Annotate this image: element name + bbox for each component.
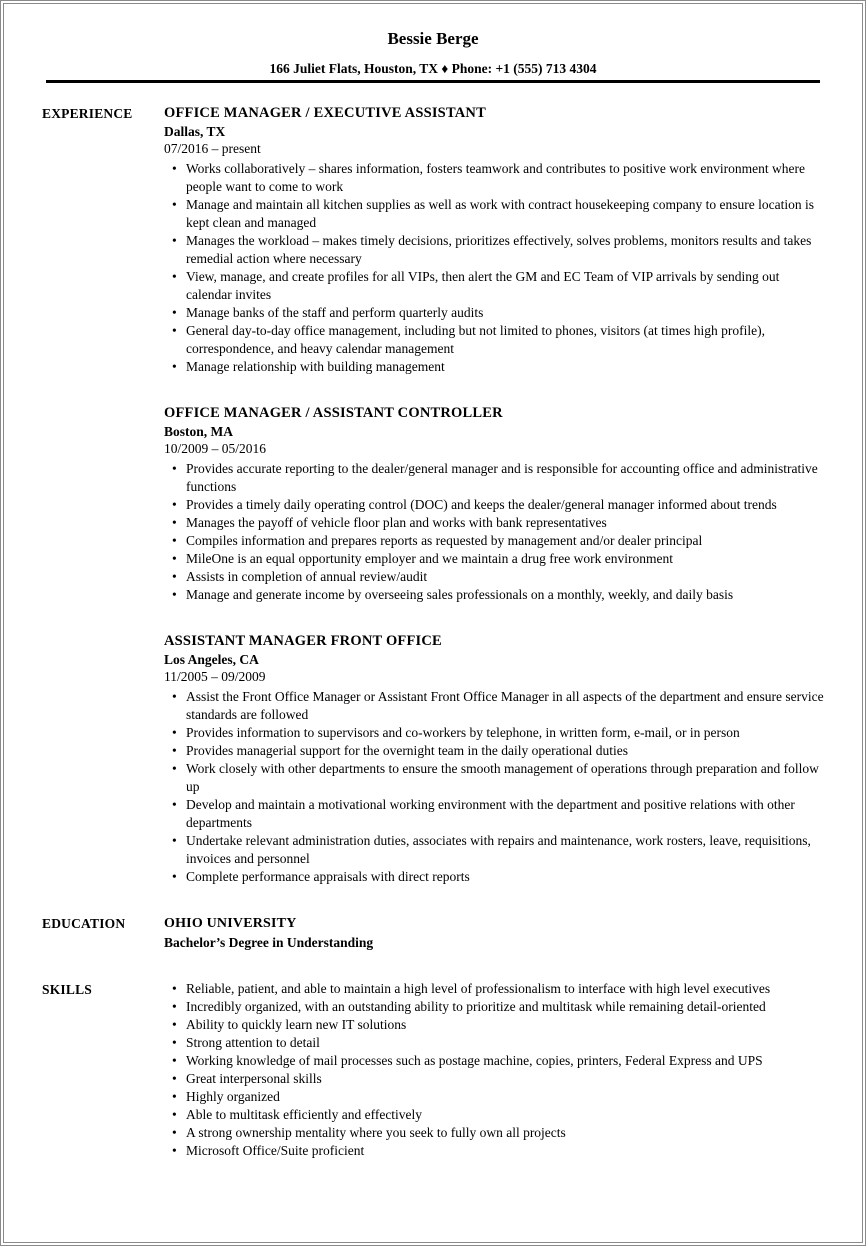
job-bullet: • Complete performance appraisals with direct reports xyxy=(164,868,827,886)
job-bullet: • Develop and maintain a motivational working environment with the department and positive relations with other departments xyxy=(164,796,827,832)
skill-bullet: • Ability to quickly learn new IT solutions xyxy=(164,1016,827,1034)
skill-bullet: • Able to multitask efficiently and effectively xyxy=(164,1106,827,1124)
job-bullet: • Assists in completion of annual review/audit xyxy=(164,568,827,586)
resume-header xyxy=(4,4,862,77)
job-bullet: • Manage and maintain all kitchen supplies as well as work with contract housekeeping company to ensure location is kept clean and managed xyxy=(164,196,827,232)
job-bullet: • Manage relationship with building management xyxy=(164,358,827,376)
skill-bullet: • Highly organized xyxy=(164,1088,827,1106)
job-bullet: • View, manage, and create profiles for all VIPs, then alert the GM and EC Team of VIP arrivals by sending out calendar invites xyxy=(164,268,827,304)
section-education xyxy=(42,914,820,952)
skill-bullet: • Incredibly organized, with an outstanding ability to prioritize and multitask while remaining detail-oriented xyxy=(164,998,827,1016)
contact-info: 166 Juliet Flats, Houston, TX ♦ Phone: +1 (555) 713 4304 xyxy=(269,61,597,76)
job-location: Dallas, TX xyxy=(164,124,226,139)
job-bullet-list xyxy=(164,460,827,604)
section-label-education: EDUCATION xyxy=(42,916,126,931)
job-bullet: • Provides accurate reporting to the dealer/general manager and is responsible for accounting office and administrative functions xyxy=(164,460,827,496)
job-title: OFFICE MANAGER / ASSISTANT CONTROLLER xyxy=(164,405,503,421)
job-location: Boston, MA xyxy=(164,424,234,439)
section-label-skills: SKILLS xyxy=(42,982,92,997)
job-title: OFFICE MANAGER / EXECUTIVE ASSISTANT xyxy=(164,105,486,121)
skill-bullet: • Great interpersonal skills xyxy=(164,1070,827,1088)
education-school: OHIO UNIVERSITY xyxy=(164,916,297,931)
skill-bullet: • Microsoft Office/Suite proficient xyxy=(164,1142,827,1160)
skills-content xyxy=(164,980,827,1160)
candidate-name: Bessie Berge xyxy=(387,29,479,48)
experience-content xyxy=(164,104,827,886)
job-bullet: • Undertake relevant administration duties, associates with repairs and maintenance, work rosters, leave, requisitions, invoices and personnel xyxy=(164,832,827,868)
job-bullet: • Provides information to supervisors and co-workers by telephone, in written form, e-mail, or in person xyxy=(164,724,827,742)
job-bullet: • Compiles information and prepares reports as requested by management and/or dealer principal xyxy=(164,532,827,550)
job-title: ASSISTANT MANAGER FRONT OFFICE xyxy=(164,633,442,649)
job-bullet: • Work closely with other departments to ensure the smooth management of operations through preparation and follow up xyxy=(164,760,827,796)
section-label-experience: EXPERIENCE xyxy=(42,106,133,121)
job-entry-3 xyxy=(164,632,827,886)
job-bullet: • Manage and generate income by overseeing sales professionals on a monthly, weekly, and daily basis xyxy=(164,586,827,604)
job-dates: 10/2009 – 05/2016 xyxy=(164,441,267,456)
job-bullet: • Manages the payoff of vehicle floor plan and works with bank representatives xyxy=(164,514,827,532)
job-bullet: • Provides managerial support for the overnight team in the daily operational duties xyxy=(164,742,827,760)
resume-page-inner xyxy=(3,3,863,1243)
job-bullet: • Manage banks of the staff and perform quarterly audits xyxy=(164,304,827,322)
job-bullet: • General day-to-day office management, including but not limited to phones, visitors (at times high profile), correspondence, and heavy calendar management xyxy=(164,322,827,358)
resume-body xyxy=(4,83,862,1160)
skill-bullet: • Strong attention to detail xyxy=(164,1034,827,1052)
job-bullet: • Works collaboratively – shares information, fosters teamwork and contributes to positive work environment where people want to come to work xyxy=(164,160,827,196)
skill-bullet: • A strong ownership mentality where you seek to fully own all projects xyxy=(164,1124,827,1142)
section-skills xyxy=(42,980,820,1160)
job-location: Los Angeles, CA xyxy=(164,652,259,667)
job-entry-1 xyxy=(164,104,827,376)
job-bullet: • Manages the workload – makes timely decisions, prioritizes effectively, solves problems, monitors results and takes remedial action where necessary xyxy=(164,232,827,268)
job-bullet: • Provides a timely daily operating control (DOC) and keeps the dealer/general manager informed about trends xyxy=(164,496,827,514)
job-bullet: • Assist the Front Office Manager or Assistant Front Office Manager in all aspects of the department and ensure service standards are followed xyxy=(164,688,827,724)
job-bullet-list xyxy=(164,160,827,376)
skill-bullet: • Reliable, patient, and able to maintain a high level of professionalism to interface with high level executives xyxy=(164,980,827,998)
job-dates: 07/2016 – present xyxy=(164,141,261,156)
section-experience xyxy=(42,104,824,886)
job-dates: 11/2005 – 09/2009 xyxy=(164,669,266,684)
skills-bullet-list xyxy=(164,980,827,1160)
education-content xyxy=(164,914,827,952)
job-bullet-list xyxy=(164,688,827,886)
education-degree: Bachelor’s Degree in Understanding xyxy=(164,935,374,950)
job-bullet: • MileOne is an equal opportunity employer and we maintain a drug free work environment xyxy=(164,550,827,568)
skill-bullet: • Working knowledge of mail processes such as postage machine, copies, printers, Federal Express and UPS xyxy=(164,1052,827,1070)
job-entry-2 xyxy=(164,404,827,604)
